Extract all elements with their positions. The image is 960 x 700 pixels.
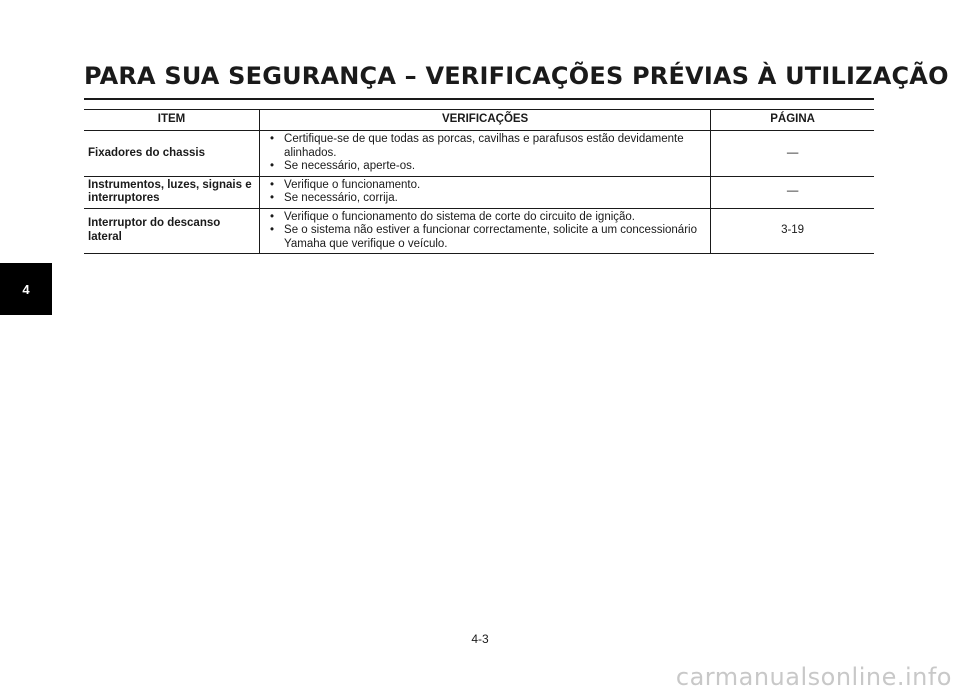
row-checks xyxy=(260,131,711,177)
title-rule xyxy=(84,98,874,100)
check-bullet: • Verifique o funcionamento. xyxy=(264,179,706,193)
table-row xyxy=(84,208,874,254)
watermark: carmanualsonline.info xyxy=(675,663,952,691)
row-checks xyxy=(260,176,711,208)
row-item: Interruptor do descanso lateral xyxy=(84,208,260,254)
row-page: 3-19 xyxy=(711,208,874,254)
header-page: PÁGINA xyxy=(711,110,874,131)
table-row xyxy=(84,176,874,208)
row-checks xyxy=(260,208,711,254)
check-bullet: • Se necessário, aperte-os. xyxy=(264,160,706,174)
page-number: 4-3 xyxy=(471,632,489,646)
check-bullet: • Certifique-se de que todas as porcas, cavilhas e parafusos estão devidamente alinhados. xyxy=(264,133,706,160)
check-bullet: • Se o sistema não estiver a funcionar correctamente, solicite a um concessionário Yamaha que verifique o veículo. xyxy=(264,224,706,251)
row-page: — xyxy=(711,176,874,208)
row-item: Instrumentos, luzes, signais e interruptores xyxy=(84,176,260,208)
table-header-row xyxy=(84,110,874,131)
row-item: Fixadores do chassis xyxy=(84,131,260,177)
checks-table xyxy=(84,109,874,254)
row-page: — xyxy=(711,131,874,177)
check-bullet: • Verifique o funcionamento do sistema de corte do circuito de ignição. xyxy=(264,211,706,225)
page-title: PARA SUA SEGURANÇA – VERIFICAÇÕES PRÉVIAS À UTILIZAÇÃO xyxy=(84,62,949,90)
check-bullet: • Se necessário, corrija. xyxy=(264,192,706,206)
chapter-tab: 4 xyxy=(0,263,52,315)
table-row xyxy=(84,131,874,177)
header-checks: VERIFICAÇÕES xyxy=(260,110,711,131)
header-item: ITEM xyxy=(84,110,260,131)
